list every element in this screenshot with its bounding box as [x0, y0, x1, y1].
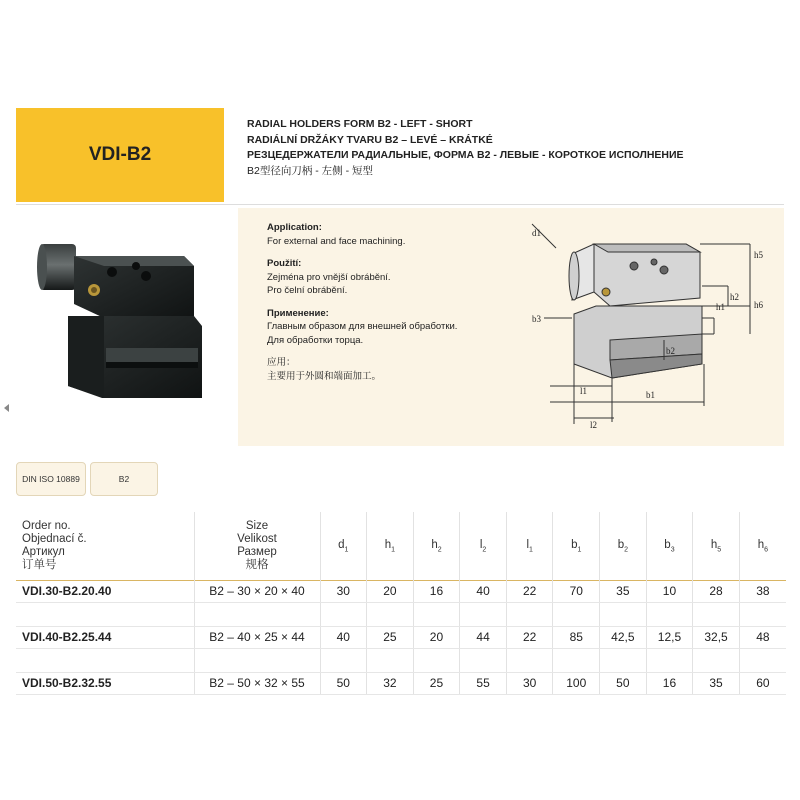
app-head-en: Application: — [267, 222, 322, 233]
title-cz: RADIÁLNÍ DRŽÁKY TVARU B2 – LEVÉ – KRÁTKÉ — [247, 133, 493, 146]
value-cell: 22 — [506, 626, 553, 648]
spacer-row — [16, 648, 786, 672]
value-cell: 44 — [460, 626, 507, 648]
value-cell: 30 — [506, 672, 553, 694]
title-en: RADIAL HOLDERS FORM B2 - LEFT - SHORT — [247, 118, 473, 130]
dim-b2: b2 — [666, 346, 675, 356]
value-cell: 30 — [320, 580, 367, 602]
app-text-cz-1: Zejména pro vnější obrábění. — [267, 271, 391, 283]
value-cell: 10 — [646, 580, 693, 602]
order-no: VDI.50-B2.32.55 — [16, 672, 194, 694]
dim-l1: l1 — [580, 386, 588, 396]
product-code: VDI-B2 — [88, 144, 152, 165]
info-panel — [238, 208, 784, 446]
dim-h5: h5 — [754, 250, 763, 260]
value-cell: 20 — [367, 580, 414, 602]
product-photo — [16, 208, 224, 446]
app-text-cz-2: Pro čelní obrábění. — [267, 285, 348, 296]
value-cell: 50 — [320, 672, 367, 694]
app-text-cn: 主要用于外圆和端面加工。 — [267, 370, 382, 382]
value-cell: 50 — [600, 672, 647, 694]
size-header: Size Velikost Размер 规格 — [194, 512, 320, 580]
col-header: $h_1$ — [367, 512, 414, 580]
app-head-ru: Применение: — [267, 307, 329, 319]
value-cell: 35 — [600, 580, 647, 602]
order-no: VDI.40-B2.25.44 — [16, 626, 194, 648]
col-header: $h_6$ — [739, 512, 786, 580]
table-header-row — [16, 512, 786, 580]
table-row — [16, 672, 786, 694]
col-header: $h_5$ — [693, 512, 740, 580]
value-cell: 55 — [460, 672, 507, 694]
value-cell: 40 — [460, 580, 507, 602]
value-cell: 16 — [646, 672, 693, 694]
value-cell: 32 — [367, 672, 414, 694]
app-text-ru-1: Главным образом для внешней обработки. — [267, 321, 458, 332]
value-cell: 25 — [367, 626, 414, 648]
title-block — [247, 117, 684, 179]
scroll-left-icon[interactable] — [4, 404, 9, 412]
value-cell: 100 — [553, 672, 600, 694]
dim-d1: d1 — [532, 228, 541, 238]
col-header: $h_2$ — [413, 512, 460, 580]
size-cell: B2 – 50 × 32 × 55 — [194, 672, 320, 694]
value-cell: 16 — [413, 580, 460, 602]
value-cell: 12,5 — [646, 626, 693, 648]
application-text — [267, 221, 457, 392]
app-text-ru-2: Для обработки торца. — [267, 334, 364, 346]
dim-h6: h6 — [754, 300, 763, 310]
header-band — [16, 108, 224, 202]
title-ru: РЕЗЦЕДЕРЖАТЕЛИ РАДИАЛЬНЫЕ, ФОРМА B2 - ЛЕВЫЕ - КОРОТКОЕ ИСПОЛНЕНИЕ — [247, 149, 684, 161]
value-cell: 48 — [739, 626, 786, 648]
order-header: Order no. Objednací č. Артикул 订单号 — [22, 519, 87, 571]
value-cell: 28 — [693, 580, 740, 602]
value-cell: 22 — [506, 580, 553, 602]
dim-h1: h1 — [716, 302, 725, 312]
dim-h2: h2 — [730, 292, 739, 302]
value-cell: 25 — [413, 672, 460, 694]
size-cell: B2 – 40 × 25 × 44 — [194, 626, 320, 648]
form-tag: B2 — [90, 462, 158, 496]
table-row — [16, 580, 786, 602]
app-text-en: For external and face machining. — [267, 235, 406, 247]
standard-tag: DIN ISO 10889 — [16, 462, 86, 496]
spec-table — [16, 512, 786, 695]
col-header: $l_2$ — [460, 512, 507, 580]
value-cell: 32,5 — [693, 626, 740, 648]
value-cell: 60 — [739, 672, 786, 694]
divider — [16, 204, 784, 205]
col-header: $b_3$ — [646, 512, 693, 580]
dim-b3: b3 — [532, 314, 541, 324]
dim-l2: l2 — [590, 420, 598, 430]
value-cell: 70 — [553, 580, 600, 602]
spacer-row — [16, 602, 786, 626]
order-no: VDI.30-B2.20.40 — [16, 580, 194, 602]
technical-drawing — [514, 214, 776, 440]
value-cell: 85 — [553, 626, 600, 648]
col-header: $b_2$ — [600, 512, 647, 580]
col-header: $d_1$ — [320, 512, 367, 580]
value-cell: 40 — [320, 626, 367, 648]
title-cn: B2型径向刀柄 - 左侧 - 短型 — [247, 164, 374, 177]
dim-b1: b1 — [646, 390, 655, 400]
size-cell: B2 – 30 × 20 × 40 — [194, 580, 320, 602]
value-cell: 38 — [739, 580, 786, 602]
app-head-cz: Použití: — [267, 258, 302, 269]
col-header: $l_1$ — [506, 512, 553, 580]
value-cell: 20 — [413, 626, 460, 648]
value-cell: 42,5 — [600, 626, 647, 648]
table-row — [16, 626, 786, 648]
value-cell: 35 — [693, 672, 740, 694]
app-head-cn: 应用： — [267, 357, 296, 368]
col-header: $b_1$ — [553, 512, 600, 580]
